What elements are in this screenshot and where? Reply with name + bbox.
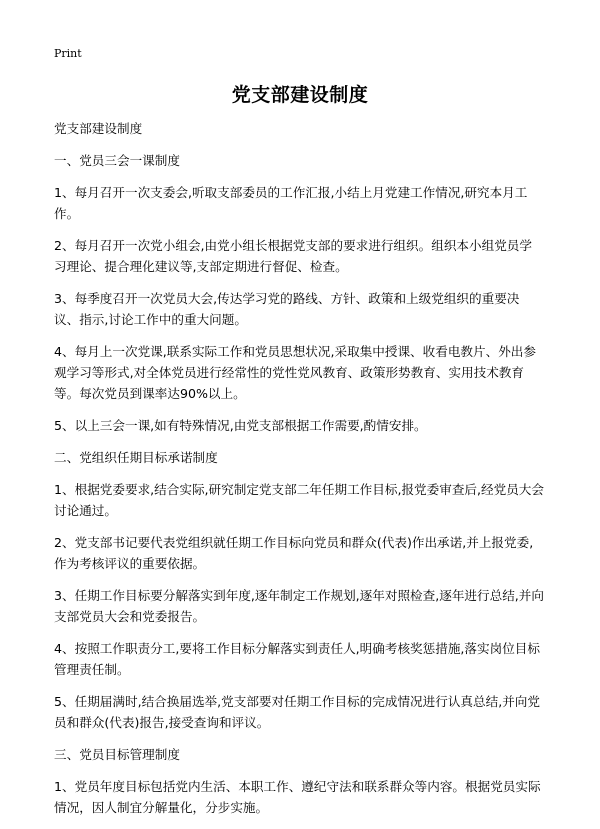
intro-heading: 党支部建设制度 — [54, 121, 143, 136]
document-title: 党支部建设制度 — [231, 84, 369, 106]
paragraph: 2、每月召开一次党小组会,由党小组长根据党支部的要求进行组织。组织本小组党员学习理论、提合理化建议等,支部定期进行督促、检查。 — [54, 238, 532, 274]
print-link[interactable]: Print — [54, 47, 82, 60]
paragraph: 3、任期工作目标要分解落实到年度,逐年制定工作规划,逐年对照检查,逐年进行总结,并向支部党员大会和党委报告。 — [54, 588, 544, 624]
paragraph: 1、每月召开一次支委会,听取支部委员的工作汇报,小结上月党建工作情况,研究本月工作。 — [54, 185, 528, 221]
paragraph: 5、以上三会一课,如有特殊情况,由党支部根据工作需要,酌情安排。 — [54, 418, 427, 433]
paragraph: 1、党员年度目标包括党内生活、本职工作、遵纪守法和联系群众等内容。根据党员实际情况，因人制宜分解量化，分步实施。 — [54, 779, 541, 815]
section-heading-3: 三、党员目标管理制度 — [54, 747, 180, 762]
paragraph: 1、根据党委要求,结合实际,研究制定党支部二年任期工作目标,报党委审查后,经党员大会讨论通过。 — [54, 482, 544, 518]
section-heading-2: 二、党组织任期目标承诺制度 — [54, 450, 218, 465]
paragraph: 2、党支部书记要代表党组织就任期工作目标向党员和群众(代表)作出承诺,并上报党委,作为考核评议的重要依据。 — [54, 535, 534, 571]
document-body — [54, 118, 544, 829]
paragraph: 4、每月上一次党课,联系实际工作和党员思想状况,采取集中授课、收看电教片、外出参观学习等形式,对全体党员进行经常性的党性党风教育、政策形势教育、实用技术教育等。每次党员到课率达90%以上。 — [54, 344, 536, 401]
paragraph: 3、每季度召开一次党员大会,传达学习党的路线、方针、政策和上级党组织的重要决议、指示,讨论工作中的重大问题。 — [54, 291, 520, 327]
paragraph: 5、任期届满时,结合换届选举,党支部要对任期工作目标的完成情况进行认真总结,并向党员和群众(代表)报告,接受查询和评议。 — [54, 694, 540, 730]
paragraph: 4、按照工作职责分工,要将工作目标分解落实到责任人,明确考核奖惩措施,落实岗位目标管理责任制。 — [54, 641, 540, 677]
section-heading-1: 一、党员三会一课制度 — [54, 153, 180, 168]
